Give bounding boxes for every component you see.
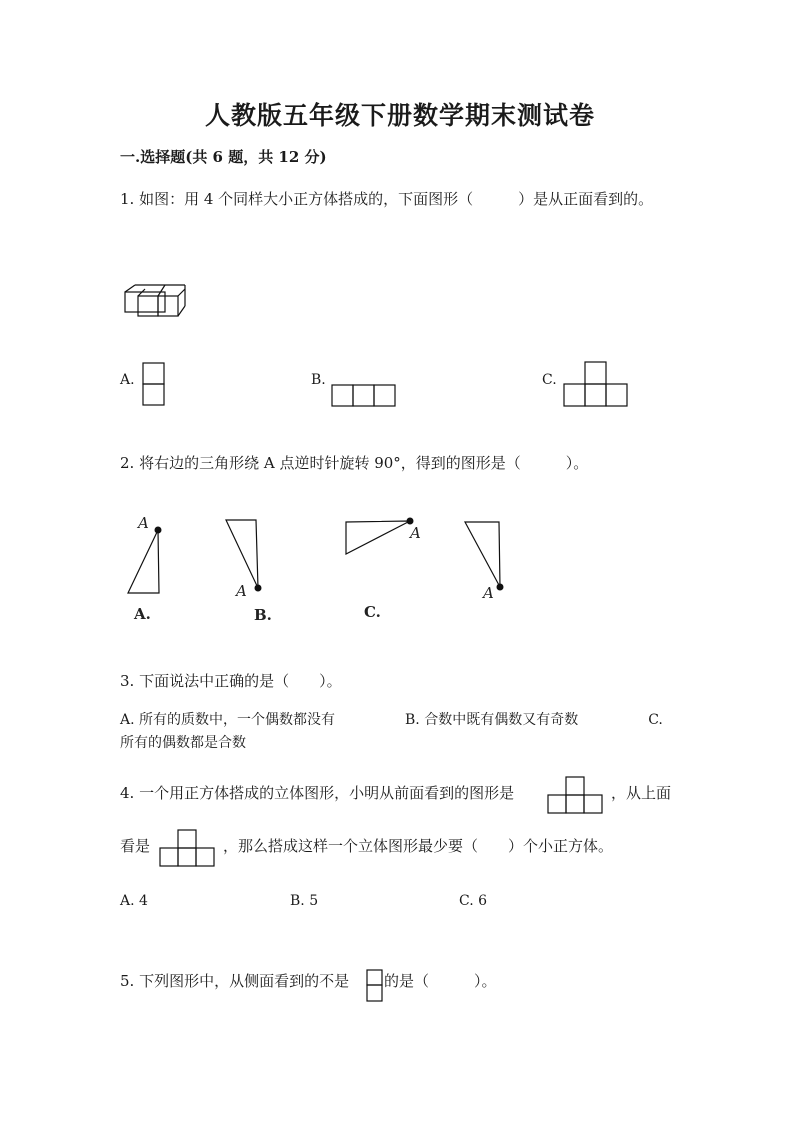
q2-option-c-label[interactable]: C. xyxy=(364,603,381,621)
q4-option-a[interactable]: A. 4 xyxy=(120,893,148,909)
q2-point-a-label-3: A xyxy=(410,524,421,542)
q1-option-c-figure xyxy=(563,361,631,409)
question-3-text: 3. 下面说法中正确的是（ ）。 xyxy=(120,672,342,690)
q2-point-a-label-4: A xyxy=(483,584,494,602)
q3-options-line-2[interactable]: 所有的偶数都是合数 xyxy=(120,735,246,751)
q2-option-a-label[interactable]: A. xyxy=(134,605,151,623)
page-title: 人教版五年级下册数学期末测试卷 xyxy=(204,101,595,130)
q1-option-a-label[interactable]: A. xyxy=(120,372,135,388)
q2-triangles-figure xyxy=(120,508,520,628)
question-2-text: 2. 将右边的三角形绕 A 点逆时针旋转 90°，得到的图形是（ ）。 xyxy=(120,454,589,472)
question-5-text-b: 的是（ ）。 xyxy=(384,972,497,990)
question-4-text-c: 看是 xyxy=(120,837,151,855)
question-4-text-b: ，从上面 xyxy=(611,784,672,802)
q1-option-a-figure xyxy=(142,362,166,408)
q1-cube-figure xyxy=(122,282,188,318)
question-5-text-a: 5. 下列图形中，从侧面看到的不是 xyxy=(120,972,350,990)
q4-option-b[interactable]: B. 5 xyxy=(290,893,319,909)
q1-option-c-label[interactable]: C. xyxy=(542,372,557,388)
q1-option-b-figure xyxy=(331,384,399,410)
q4-front-view-figure xyxy=(547,776,609,816)
q2-option-b-label[interactable]: B. xyxy=(254,606,272,624)
question-1-text: 1. 如图：用 4 个同样大小正方体搭成的，下面图形（ ）是从正面看到的。 xyxy=(120,190,654,208)
q5-stacked-squares-figure xyxy=(366,969,386,1005)
q4-option-c[interactable]: C. 6 xyxy=(459,893,488,909)
q3-options-line-1[interactable]: A. 所有的质数中，一个偶数都没有 B. 合数中既有偶数又有奇数 C. xyxy=(120,712,663,728)
q4-top-view-figure xyxy=(159,829,221,869)
q1-option-b-label[interactable]: B. xyxy=(311,372,326,388)
section-heading: 一.选择题(共 6 题，共 12 分) xyxy=(120,148,327,166)
q2-point-a-label-1: A xyxy=(138,514,149,532)
q2-point-a-label-2: A xyxy=(236,582,247,600)
question-4-text-d: ，那么搭成这样一个立体图形最少要（ ）个小正方体。 xyxy=(223,837,614,855)
question-4-text-a: 4. 一个用正方体搭成的立体图形，小明从前面看到的图形是 xyxy=(120,784,515,802)
